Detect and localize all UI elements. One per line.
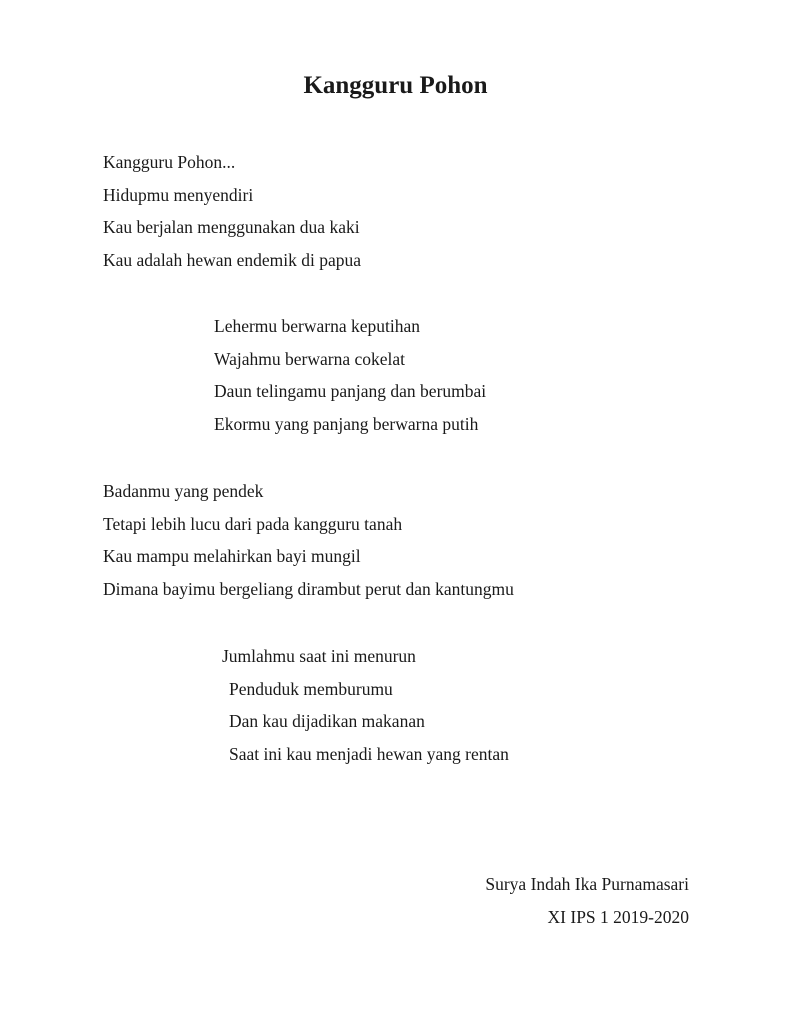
poem-line: Tetapi lebih lucu dari pada kangguru tanah [103, 513, 403, 534]
poem-line: Dimana bayimu bergeliang dirambut perut dan kantungmu [103, 579, 514, 600]
author-signature [485, 868, 689, 933]
author-name: Surya Indah Ika Purnamasari [485, 874, 689, 894]
poem-line: Kau berjalan menggunakan dua kaki [103, 217, 360, 238]
poem-line: Lehermu berwarna keputihan [214, 316, 421, 336]
stanza-4 [222, 640, 509, 771]
poem-line: Kau mampu melahirkan bayi mungil [103, 546, 361, 567]
poem-line: Ekormu yang panjang berwarna putih [214, 414, 479, 435]
poem-line: Saat ini kau menjadi hewan yang rentan [229, 744, 509, 765]
poem-line: Dan kau dijadikan makanan [229, 711, 425, 732]
poem-line: Jumlahmu saat ini menurun [222, 646, 416, 666]
stanza-3 [103, 475, 514, 606]
author-class: XI IPS 1 2019-2020 [547, 906, 689, 927]
stanza-1 [103, 146, 361, 277]
stanza-2 [214, 310, 486, 441]
poem-line: Penduduk memburumu [229, 678, 393, 699]
poem-line: Kau adalah hewan endemik di papua [103, 250, 362, 271]
poem-title: Kangguru Pohon [303, 72, 488, 99]
poem-line: Hidupmu menyendiri [103, 184, 254, 205]
poem-line: Daun telingamu panjang dan berumbai [214, 381, 487, 402]
poem-line: Badanmu yang pendek [103, 481, 264, 501]
poem-line: Wajahmu berwarna cokelat [214, 348, 405, 369]
poem-line: Kangguru Pohon... [103, 152, 236, 172]
